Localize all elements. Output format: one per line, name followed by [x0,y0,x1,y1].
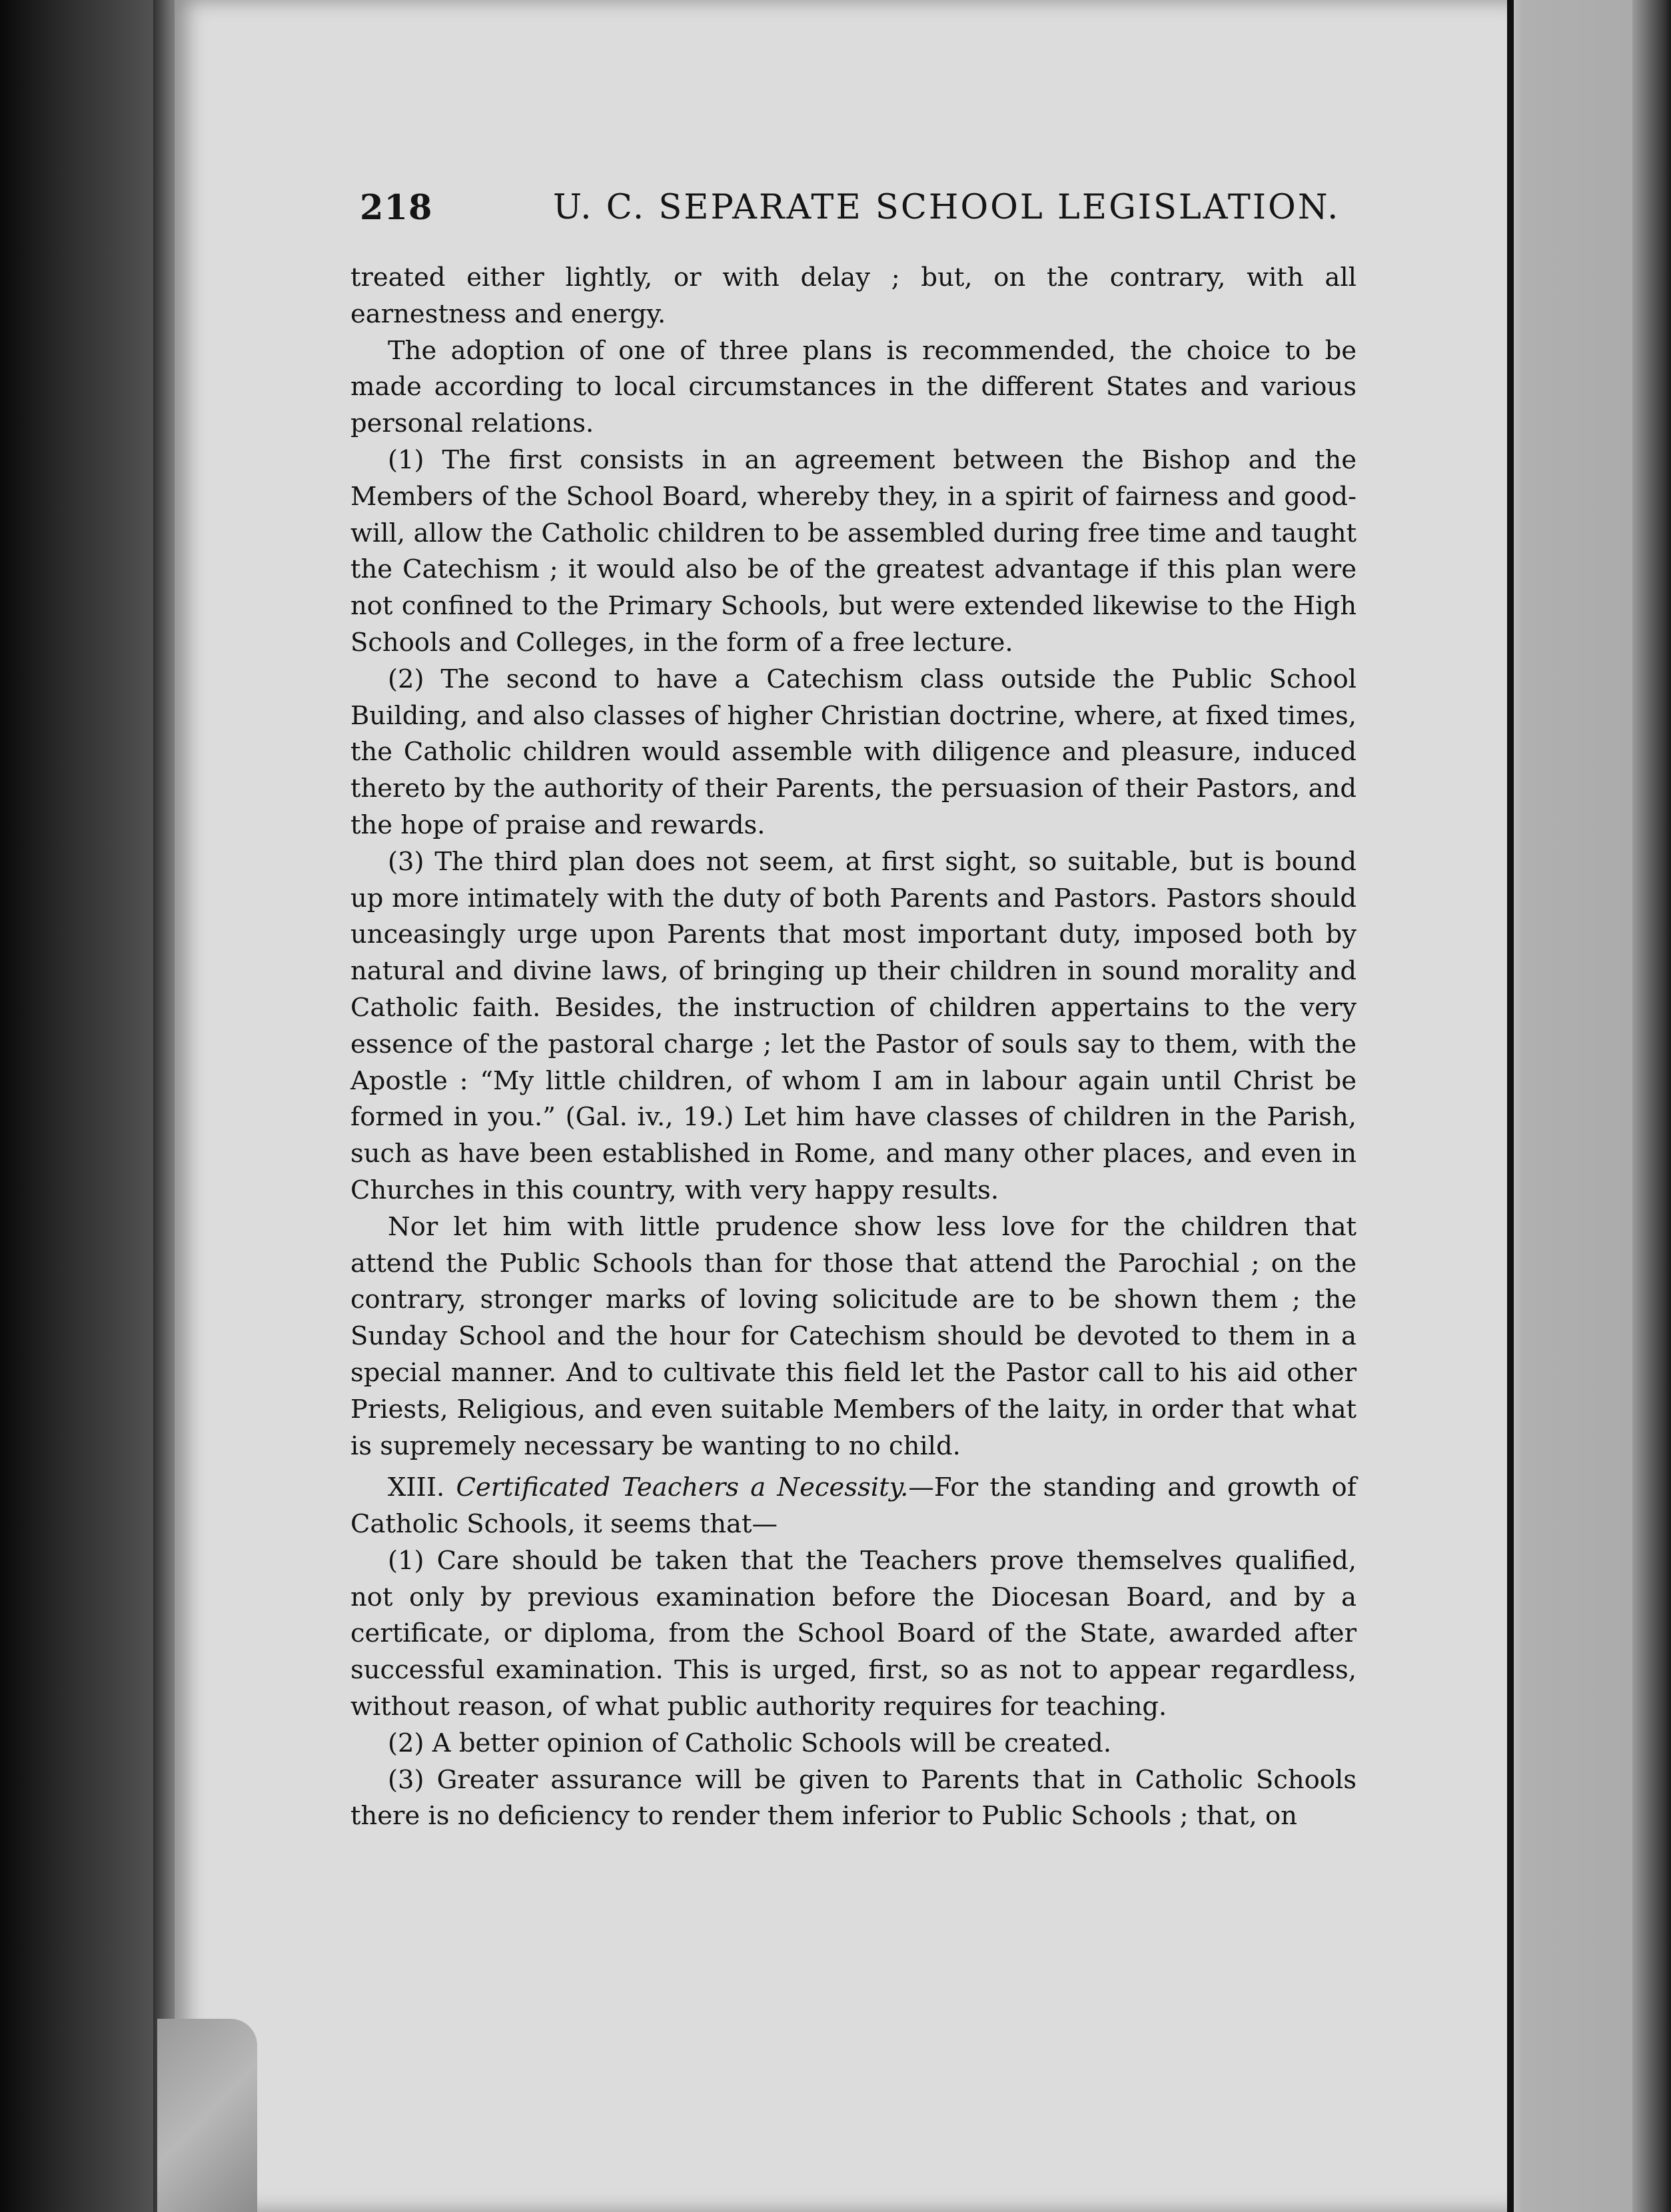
section-number: XIII. [388,1472,445,1503]
section-title: Certificated Teachers a Necessity. [456,1472,909,1503]
page-corner-fold [157,2019,257,2212]
paragraph-public-schools: Nor let him with little prudence show less love for the children that attend the Public Schools than for those that attend the Parochial ; on the contrary, stronger marks of loving solicitude are to be shown them ; the Sunday School and the hour for Catechism should be devoted to them in a special manner. And to cultivate this field let the Pastor call to his aid other Priests, Religious, and even suitable Members of the laity, in order that what is supremely necessary be wanting to no child. [350,1211,1357,1461]
scan-edge-shadow [1632,0,1671,2212]
running-title: U. C. SEPARATE SCHOOL LEGISLATION. [553,188,1341,227]
paragraph-teachers-3: (3) Greater assurance will be given to Parents that in Catholic Schools there is no deficiency to render them inferior to Public Schools ; that, on [350,1764,1357,1832]
paragraph-plan-1: (1) The first consists in an agreement between the Bishop and the Members of the School Board, whereby they, in a spirit of fairness and good-will, allow the Catholic children to be assembled during free time and taught the Catechism ; it would also be of the greatest advantage if this plan were not confined to the Primary Schools, but were extended likewise to the High Schools and Colleges, in the form of a free lecture. [350,444,1357,658]
paragraph-continuation: treated either lightly, or with delay ; but, on the contrary, with all earnestness and energy. [350,263,1357,329]
paragraph-teachers-1: (1) Care should be taken that the Teachers prove themselves qualified, not only by previous examination before the Diocesan Board, and by a certificate, or diploma, from the School Board of the State, awarded after successful examination. This is urged, first, so as not to appear regardless, without reason, of what public authority requires for teaching. [350,1545,1357,1722]
page-number: 218 [360,188,433,228]
paragraph-teachers-2: (2) A better opinion of Catholic Schools will be created. [388,1728,1112,1758]
section-lead: —For the standing and growth of Catholic Schools, it seems that— [350,1472,1357,1540]
paragraph-plan-3: (3) The third plan does not seem, at first sight, so suitable, but is bound up more intimately with the duty of both Parents and Pastors. Pastors should unceasingly urge upon Parents that most important duty, imposed both by natural and divine laws, of bringing up their children in sound morality and Catholic faith. Besides, the instruction of children appertains to the very essence of the pastoral charge ; let the Pastor of souls say to them, with the Apostle : “My little children, of whom I am in labour again until Christ be formed in you.” (Gal. iv., 19.) Let him have classes of children in the Parish, such as have been established in Rome, and many other places, and even in Churches in this country, with very happy results. [350,846,1357,1205]
paragraph-plan-2: (2) The second to have a Catechism class outside the Public School Building, and also classes of higher Christian doctrine, where, at fixed times, the Catholic children would assemble with diligence and pleasure, induced thereto by the authority of their Parents, the persuasion of their Pastors, and the hope of praise and rewards. [350,664,1357,840]
page-header [360,188,1353,235]
paragraph-plans-intro: The adoption of one of three plans is recommended, the choice to be made according to local circumstances in the different States and various personal relations. [350,335,1357,439]
section-heading-paragraph [350,1470,1357,1543]
body-text [350,260,1357,1835]
